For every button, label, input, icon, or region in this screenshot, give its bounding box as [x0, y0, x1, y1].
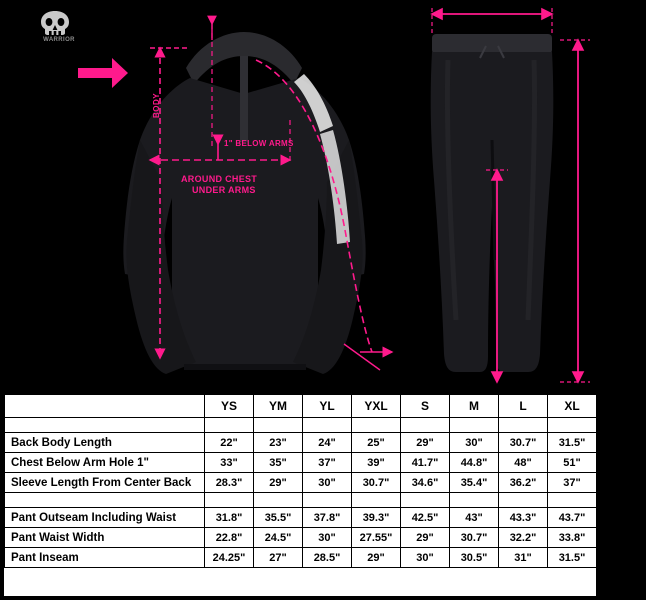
table-row	[5, 508, 646, 528]
table-cell: 43.7"	[548, 508, 597, 528]
table-header-row	[5, 395, 646, 418]
table-row	[5, 473, 646, 493]
table-cell: 24.5"	[254, 528, 303, 548]
table-cell: 39.3"	[352, 508, 401, 528]
spacer-cell	[597, 493, 646, 508]
table-cell: 24"	[303, 433, 352, 453]
size-table	[4, 394, 646, 568]
spacer-cell	[254, 418, 303, 433]
spacer-cell	[499, 418, 548, 433]
table-row	[5, 548, 646, 568]
table-cell: 30.5"	[450, 548, 499, 568]
table-cell: 37.8"	[303, 508, 352, 528]
table-cell: 32"	[597, 548, 646, 568]
table-cell: 43.3"	[499, 508, 548, 528]
table-cell: 29"	[352, 548, 401, 568]
annotation-under-arms-label: UNDER ARMS	[192, 185, 256, 195]
spacer-cell	[205, 418, 254, 433]
table-cell: 32.2"	[597, 433, 646, 453]
table-cell: 30.7"	[450, 528, 499, 548]
row-label: Chest Below Arm Hole 1"	[5, 453, 205, 473]
annotation-body-label: BODY	[152, 92, 161, 118]
table-cell: 37.8"	[597, 473, 646, 493]
row-label: Pant Inseam	[5, 548, 205, 568]
table-header-cell: YL	[303, 395, 352, 418]
spacer-cell	[205, 493, 254, 508]
table-cell: 37"	[303, 453, 352, 473]
spacer-cell	[597, 418, 646, 433]
table-header-cell: L	[499, 395, 548, 418]
size-table-container	[4, 394, 635, 596]
table-cell: 30"	[303, 528, 352, 548]
table-cell: 48"	[499, 453, 548, 473]
spacer-cell	[401, 418, 450, 433]
annotation-below-arms-label: 1" BELOW ARMS	[224, 139, 294, 148]
table-cell: 22"	[205, 433, 254, 453]
table-cell: 35.5"	[597, 528, 646, 548]
table-cell: 32.2"	[499, 528, 548, 548]
table-header-cell: YXL	[352, 395, 401, 418]
spacer-cell	[548, 493, 597, 508]
table-row	[5, 453, 646, 473]
spacer-cell	[303, 418, 352, 433]
table-cell: 33"	[205, 453, 254, 473]
table-cell: 33.8"	[548, 528, 597, 548]
table-header-cell: M	[450, 395, 499, 418]
table-row	[5, 433, 646, 453]
spacer-cell	[352, 418, 401, 433]
table-cell: 36.2"	[499, 473, 548, 493]
row-label: Pant Outseam Including Waist	[5, 508, 205, 528]
table-cell: 39"	[352, 453, 401, 473]
table-cell: 29"	[401, 528, 450, 548]
row-label: Back Body Length	[5, 433, 205, 453]
annotation-around-chest-label: AROUND CHEST	[181, 174, 258, 184]
brand-logo-text: WARRIOR	[43, 37, 75, 43]
table-header-cell: 2XL	[597, 395, 646, 418]
table-cell: 29"	[254, 473, 303, 493]
table-cell: 30.7"	[499, 433, 548, 453]
table-cell: 30"	[303, 473, 352, 493]
table-header-cell	[5, 395, 205, 418]
table-cell: 29"	[401, 433, 450, 453]
table-row	[5, 528, 646, 548]
table-cell: 23"	[254, 433, 303, 453]
table-header-cell: S	[401, 395, 450, 418]
table-cell: 31.5"	[548, 433, 597, 453]
table-cell: 28.3"	[205, 473, 254, 493]
table-cell: 22.8"	[205, 528, 254, 548]
row-label: Pant Waist Width	[5, 528, 205, 548]
table-cell: 24.25"	[205, 548, 254, 568]
spacer-cell	[303, 493, 352, 508]
table-header-cell: XL	[548, 395, 597, 418]
spacer-cell	[5, 493, 205, 508]
table-cell: 35.5"	[254, 508, 303, 528]
row-label: Sleeve Length From Center Back	[5, 473, 205, 493]
table-header-cell: YM	[254, 395, 303, 418]
table-cell: 28.5"	[303, 548, 352, 568]
table-cell: 43"	[450, 508, 499, 528]
table-cell: 44"	[597, 508, 646, 528]
table-cell: 54.3"	[597, 453, 646, 473]
spacer-cell	[254, 493, 303, 508]
table-spacer-row	[5, 493, 646, 508]
table-cell: 41.7"	[401, 453, 450, 473]
table-cell: 44.8"	[450, 453, 499, 473]
table-cell: 25"	[352, 433, 401, 453]
table-spacer-row	[5, 418, 646, 433]
table-header-cell: YS	[205, 395, 254, 418]
table-cell: 30"	[450, 433, 499, 453]
spacer-cell	[548, 418, 597, 433]
spacer-cell	[352, 493, 401, 508]
table-cell: 31.8"	[205, 508, 254, 528]
table-cell: 31.5"	[548, 548, 597, 568]
table-cell: 51"	[548, 453, 597, 473]
table-cell: 35.4"	[450, 473, 499, 493]
table-cell: 27.55"	[352, 528, 401, 548]
table-cell: 35"	[254, 453, 303, 473]
table-cell: 30"	[401, 548, 450, 568]
table-cell: 27"	[254, 548, 303, 568]
table-cell: 31"	[499, 548, 548, 568]
spacer-cell	[401, 493, 450, 508]
table-cell: 30.7"	[352, 473, 401, 493]
spacer-cell	[450, 493, 499, 508]
table-cell: 37"	[548, 473, 597, 493]
spacer-cell	[499, 493, 548, 508]
table-cell: 42.5"	[401, 508, 450, 528]
spacer-cell	[5, 418, 205, 433]
spacer-cell	[450, 418, 499, 433]
table-cell: 34.6"	[401, 473, 450, 493]
